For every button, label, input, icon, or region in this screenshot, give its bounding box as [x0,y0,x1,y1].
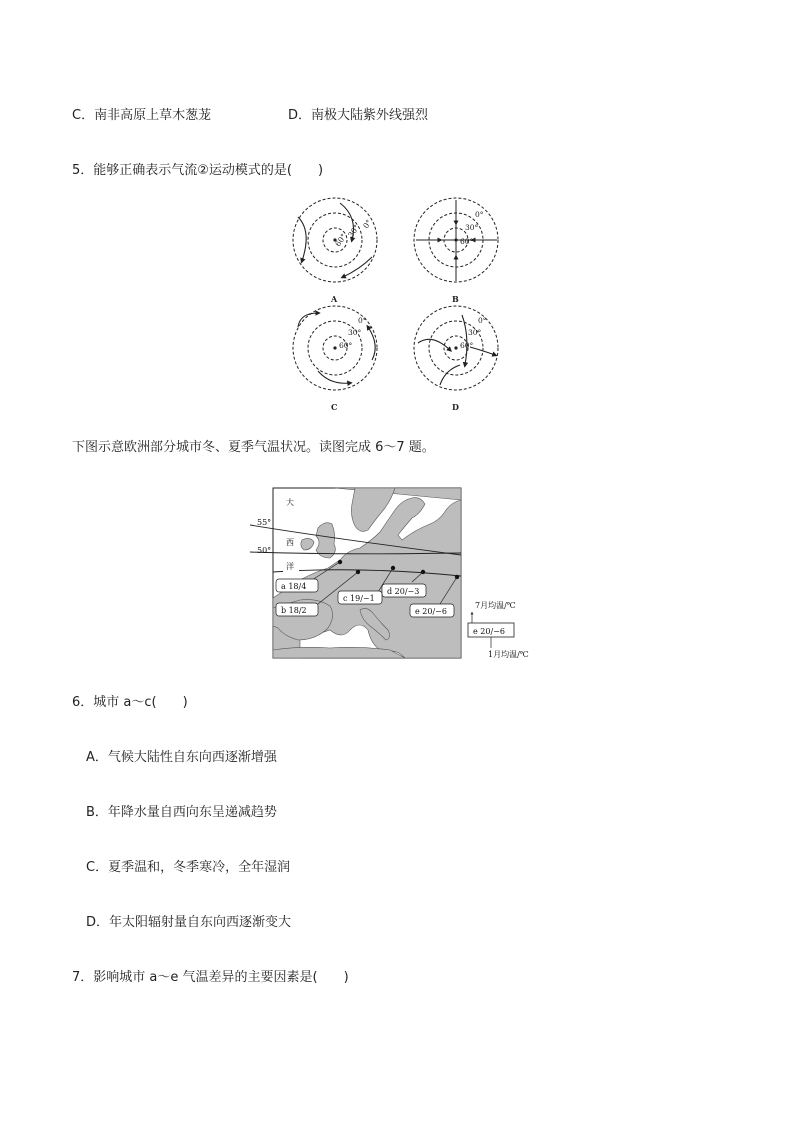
diagram-d-label: D [452,402,459,412]
city-a-label: a 18/4 [281,582,307,591]
legend-july: 7月均温/℃ [475,601,516,610]
diagram-d-lat30: 30° [468,328,482,337]
lat-50-label: 50° [257,546,272,555]
city-b-label: b 18/2 [281,606,307,615]
diagram-b-lat0: 0° [475,210,484,219]
city-e-label: e 20/−6 [415,607,447,616]
diagram-d-lat60: 60° [460,341,474,350]
ocean-char-3: 洋 [286,562,294,571]
q4-option-d: D．南极大陆紫外线强烈 [288,108,429,123]
q4-option-c: C．南非高原上草木葱茏 [72,108,212,123]
diagram-a-label: A [331,294,338,304]
q6-option-b[interactable]: B．年降水量自西向东呈递减趋势 [86,805,277,820]
city-d-label: d 20/−3 [387,587,420,596]
diagram-a-lat60: 60° [333,232,349,249]
ocean-char-1: 大 [286,498,294,507]
diagram-a-lat0: 0° [361,217,374,231]
city-c-label: c 19/−1 [343,594,375,603]
diagram-b-lat60: 60° [460,237,474,246]
diagram-d-lat0: 0° [478,316,487,325]
diagram-a-lat30: 30° [346,223,362,240]
legend-january: 1月均温/℃ [488,650,529,659]
diagram-c-lat30: 30° [348,328,362,337]
diagram-c [293,306,377,412]
q6-option-a[interactable]: A．气候大陆性自东向西逐渐增强 [86,750,277,765]
q7-stem: 7．影响城市 a～e 气温差异的主要因素是( ) [72,970,349,985]
q6-option-d[interactable]: D．年太阳辐射量自东向西逐渐变大 [86,915,292,930]
q5-diagrams [0,195,794,435]
diagram-c-lat0: 0° [358,316,367,325]
diagram-b-lat30: 30° [465,223,479,232]
q6-stem: 6．城市 a～c( ) [72,695,188,710]
europe-temperature-map [0,480,794,670]
q5-stem: 5．能够正确表示气流②运动模式的是( ) [72,163,324,178]
diagram-a [293,198,377,304]
ocean-char-2: 西 [286,538,294,547]
diagram-b-label: B [452,294,459,304]
diagram-b [414,198,498,304]
diagram-c-label: C [331,402,338,412]
lat-55-label: 55° [257,518,272,527]
q6-option-c[interactable]: C．夏季温和，冬季寒冷，全年湿润 [86,860,291,875]
legend-sample: e 20/−6 [473,627,505,636]
map-intro: 下图示意欧洲部分城市冬、夏季气温状况。读图完成 6～7 题。 [72,440,435,455]
diagram-c-lat60: 60° [339,341,353,350]
diagram-d [414,306,498,412]
